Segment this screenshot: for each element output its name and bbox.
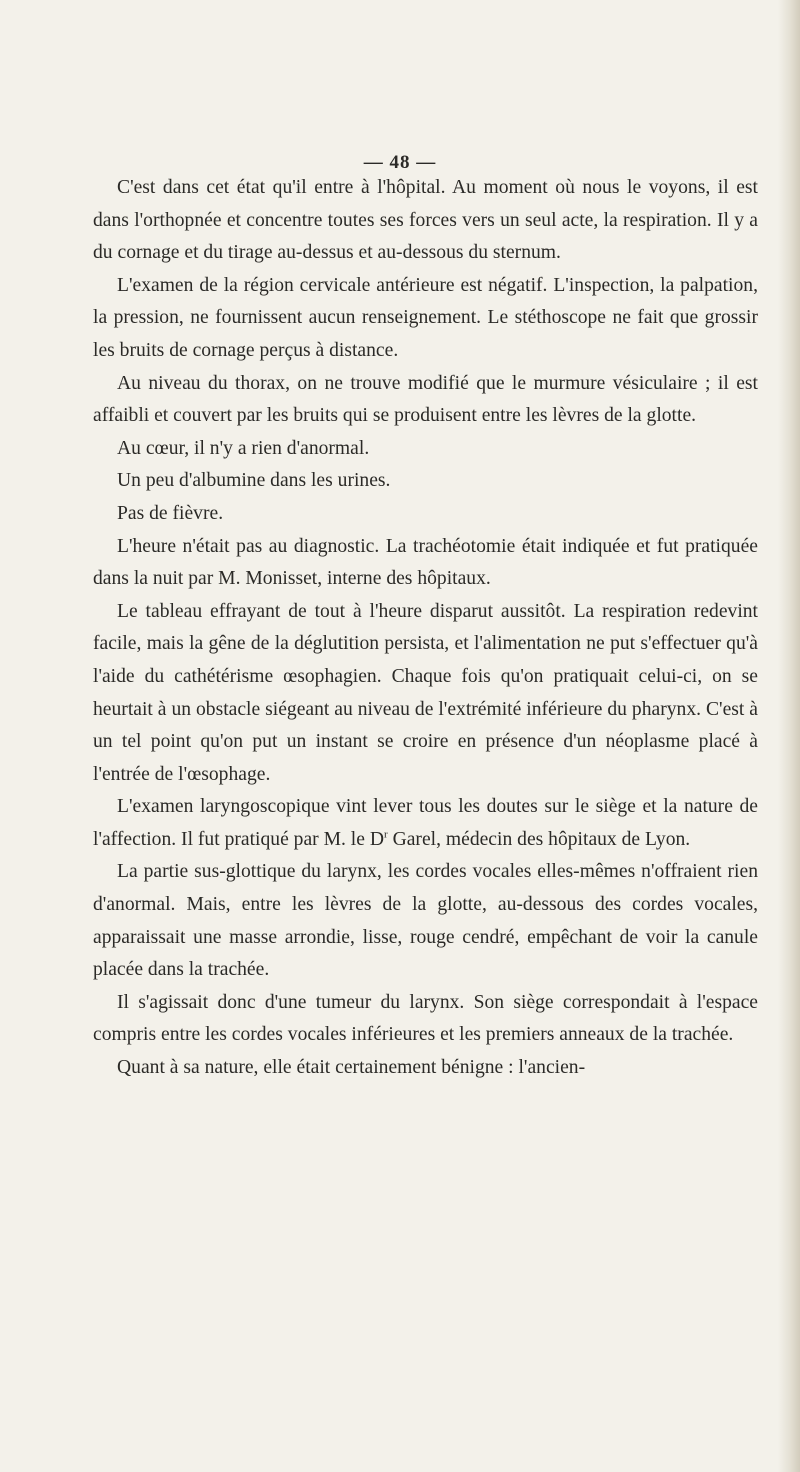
body-text [93,172,758,1085]
page-edge-shadow [778,0,800,1472]
paragraph: L'heure n'était pas au diagnostic. La trachéotomie était indiquée et fut pratiquée dans la nuit par M. Monisset, interne des hôpitaux. [93,535,758,590]
paragraph: Un peu d'albumine dans les urines. [117,470,391,492]
paragraph: Au niveau du thorax, on ne trouve modifié que le murmure vésiculaire ; il est affaibli et couvert par les bruits qui se produisent entre les lèvres de la glotte. [93,372,758,427]
paragraph: Il s'agissait donc d'une tumeur du larynx. Son siège correspondait à l'espace compris entre les cordes vocales inférieures et les premiers anneaux de la trachée. [93,991,758,1046]
paragraph: Le tableau effrayant de tout à l'heure disparut aussitôt. La respiration redevint facile, mais la gêne de la déglutition persista, et l'alimentation ne put s'effectuer qu'à l'aide du cathétérisme œsophagien. Chaque fois qu'on pratiquait celui-ci, on se heurtait à un obstacle siégeant au niveau de l'extrémité inférieure du pharynx. C'est à un tel point qu'on put un instant se croire en présence d'un néoplasme placé à l'entrée de l'œsophage. [93,600,758,785]
paragraph: La partie sus-glottique du larynx, les cordes vocales elles-mêmes n'offraient rien d'anormal. Mais, entre les lèvres de la glotte, au-dessous des cordes vocales, apparaissait une masse arrondie, lisse, rouge cendré, empêchant de voir la canule placée dans la trachée. [93,861,758,981]
paragraph-text: Garel, médecin des hôpitaux de Lyon. [387,828,691,850]
paragraph-last-line: Quant à sa nature, elle était certainement bénigne : l'ancien- [117,1057,586,1079]
paragraph: C'est dans cet état qu'il entre à l'hôpital. Au moment où nous le voyons, il est dans l'orthopnée et concentre toutes ses forces vers un seul acte, la respiration. Il y a du cornage et du tirage au-dessus et au-dessous du sternum. [93,177,758,264]
paragraph [93,791,758,856]
superscript: r [384,828,388,841]
paragraph: L'examen de la région cervicale antérieure est négatif. L'inspection, la palpation, la pression, ne fournissent aucun renseignement. Le stéthoscope ne fait que grossir les bruits de cornage perçus à distance. [93,274,758,361]
paragraph-text: L'examen laryngoscopique vint lever tous les doutes sur le siège et la nature de l'affection. Il fut pratiqué par M. le D [93,796,758,850]
page-number: — 48 — [363,152,437,173]
paragraph: Au cœur, il n'y a rien d'anormal. [117,437,370,459]
paragraph: Pas de fièvre. [117,502,224,524]
